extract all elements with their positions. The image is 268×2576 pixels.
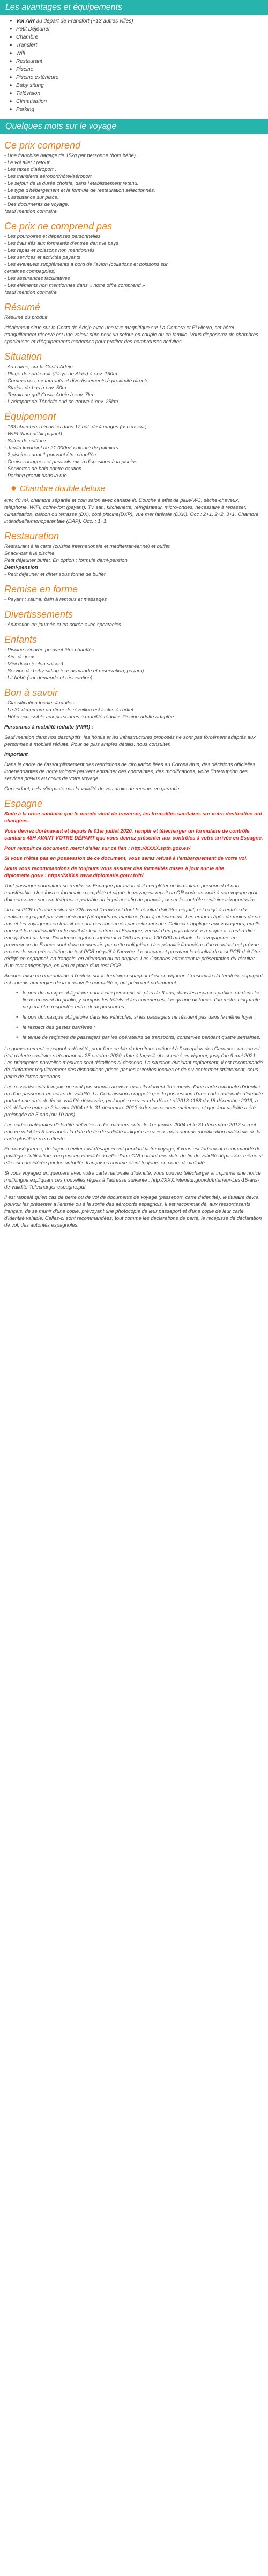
prix-comprend-title: Ce prix comprend (4, 140, 81, 151)
equipement-title: Équipement (4, 411, 56, 422)
espagne-bullet: • le respect des gestes barrières ; (16, 1024, 264, 1031)
prix-ne-comprend-line: - Les frais liés aux formalités d'entrée dans le pays (4, 241, 119, 247)
espagne-p5: Nous vous recommandons de toujours vous assurer des formalités mises à jour sur le site diplomatie.gouv : https://XXXX.www.diplomatie.gouv.fr/fr/ (4, 866, 225, 879)
bullet-icon: ● (11, 482, 17, 493)
chambre-title-text: Chambre double deluxe (19, 484, 106, 493)
espagne-p2: Vous devrez dorénavant et depuis le 01er juillet 2020, remplir et télécharger un formulaire de contrôle sanitaire 48H AVANT VOTRE DÉPART que vous devrez présenter aux contrôles à votre arrivée en Espagne. (4, 828, 263, 841)
bon-savoir-title: Bon à savoir (4, 687, 58, 698)
restauration-line: Snack-bar à la piscine. (4, 551, 56, 556)
prix-comprend-line: - Le vol aller / retour . (4, 160, 53, 166)
espagne-p14: Il est rappelé qu'en cas de perte ou de vol de documents de voyage (passeport, carte d'identité), le titulaire devra pouvoir les présenter à l'entrée ou à la sortie des aéroports espagnols. Il est recommandé, aux ressortissants français, de se munir d'une copie, prévoyant une photocopie de leur passeport et d'une copie de leur carte d'identité valable. Celles-ci sont recommandées, tout comme les déclarations de perte, le récépissé de déclaration de vol, des autorités espagnoles. (4, 1194, 262, 1228)
important-text: Dans le cadre de l'assouplissement des restrictions de circulation liées au Coronavirus, des décisions officielles indépendantes de notre volonté peuvent entraîner des contraintes, des modifications, voire l'interruption des services prévus au cours de votre voyage. (4, 762, 256, 782)
enfants-line: - Service de baby-sitting (sur demande et réservation, payant) (4, 668, 144, 674)
prix-ne-comprend-line: - Les repas et boissons non mentionnés (4, 248, 95, 254)
espagne-p10: Les ressortissants français ne sont pas soumis au visa, mais ils doivent être munis d'une carte nationale d'identité ou d'un passeport en cours de validité. La Commission a rappelé que la possession d'une carte nationale d'identité portant une date de fin de validité dépassée, prolongée en vertu du décret n°2013-1188 du 18 décembre 2013, a été délivrée entre le 2 janvier 2004 et le 31 décembre 2013 à des personnes majeures, et que leur validité a été prolongée de 5 ans (ou 10 ans). (4, 1084, 263, 1118)
situation-line: - Terrain de golf Costa Adeje à env. 7km (4, 392, 95, 398)
situation-line: - Au calme, sur la Costa Adeje (4, 364, 73, 370)
espagne-title: Espagne (4, 798, 43, 809)
advantages-list (0, 17, 268, 114)
situation-line: - Commerces, restaurants et divertissements à proximité directe (4, 378, 149, 384)
espagne-bullet: • le port du masque obligatoire dans les véhicules, si les passagers ne résident pas dans le même foyer ; (16, 1014, 264, 1021)
espagne-p1: Suite à la crise sanitaire que le monde vient de traverser, les formalités sanitaires sur votre destination ont changées. (4, 811, 262, 824)
equipement-line: - 2 piscines dont 1 pouvant être chauffée (4, 452, 96, 458)
espagne-bullet: • la tenue de registres de passagers par les opérateurs de transports, conservés pendant quatre semaines. (16, 1034, 264, 1041)
prix-ne-comprend-line: - Les pourboires et dépenses personnelles (4, 234, 101, 240)
enfants-line: - Piscine séparée pouvant être chauffée (4, 647, 94, 653)
restauration-line: Demi-pension (4, 565, 38, 570)
espagne-p9: Le gouvernement espagnol a décrété, pour l'ensemble du territoire national à l'exception des Canaries, un nouvel état d'alerte sanitaire s'étendant du 25 octobre 2020, date à laquelle il est entré en vigueur, jusqu'au 9 mai 2021. Les principales nouvelles mesures sont détaillées ci-dessous. La situation évoluant rapidement, il est recommandé de s'informer régulièrement des dispositions prises par les autorités locales et de s'y conformer strictement, sous peine de fortes amendes. (4, 1046, 263, 1080)
espagne-p11: Les cartes nationales d'identité délivrées à des mineurs entre le 1er janvier 2004 et le 31 décembre 2013 seront encore valables 5 ans après la date de fin de validité indiquée au verso, mais aucune modification matérielle de la carte plastifiée n'en atteste. (4, 1122, 261, 1142)
equipement-line: - Jardin luxuriant de 21 000m² entouré de palmiers (4, 445, 118, 451)
prix-comprend-line: - L'assistance sur place. (4, 195, 59, 201)
resume-title: Résumé (4, 302, 41, 313)
equipement-line: - WIFI (haut débit payant) (4, 431, 62, 437)
situation-line: - Station de bus à env. 50m (4, 385, 66, 391)
pmr-title: Personnes à mobilité réduite (PMR) : (4, 724, 93, 730)
enfants-list (4, 647, 264, 681)
advantage-item: • Piscine extérieure (10, 73, 268, 81)
restauration-title: Restauration (4, 531, 59, 541)
prix-comprend-line: - Le séjour de la durée choisie, dans l'établissement retenu. (4, 181, 139, 187)
enfants-title: Enfants (4, 634, 38, 645)
espagne-bullets (4, 990, 264, 1041)
prix-ne-comprend-line: - Les éventuels suppléments à bord de l'avion (collations et boissons sur (4, 262, 168, 268)
divertissements-title: Divertissements (4, 609, 73, 620)
prix-ne-comprend-line: *sauf mention contraire (4, 289, 57, 295)
advantage-item: • Wifi (10, 49, 268, 57)
advantages-header: Les avantages et équipements (0, 0, 268, 15)
situation-list (4, 363, 264, 405)
prix-ne-comprend-list (4, 233, 264, 296)
prix-ne-comprend-line: - Les assurances facultatives (4, 276, 70, 281)
equipement-line: - Serviettes de bain contre caution (4, 466, 82, 472)
situation-title: Situation (4, 351, 42, 362)
chambre-text: env. 40 m², chambre séparée et coin salon avec canapé lit. Douche à effet de pluie/WC, sèche-cheveux, téléphone, WIFI, coffre-fort (payant), TV sat., kitchenette, réfrigérateur, micro-ondes, nécessaire à repasser, climatisation, balcon ou terrasse (DX), côté piscine(DXP), vue mer latérale (DXK). Occ : 2+1, 2+2, 3+1. Chambre individuelle/monoparentale (DAP). Occ. : 1+1. (4, 498, 259, 524)
equipement-line: - Chaises longues et parasols mis à disposition à la piscine (4, 459, 138, 465)
situation-line: - L'aéroport de Ténérife sud se trouve à env. 25km (4, 399, 118, 405)
advantage-item: • Petit Déjeuner (10, 25, 268, 33)
restauration-line: Restaurant à la carte (cuisine internationale et méditerranéenne) et buffet. (4, 544, 172, 550)
important-title: Important (4, 752, 28, 758)
important-text-2: Cependant, cela n'impacte pas la validité de vos droits de recours en garantie. (4, 786, 181, 792)
equipement-line: - Salon de coiffure (4, 438, 46, 444)
divertissements-list (4, 621, 264, 628)
restauration-list (4, 543, 264, 578)
pmr-text: Sauf mention dans nos descriptifs, les hôtels et les infrastructures proposés ne sont pas forcément adaptés aux personnes à mobilité réduite. Pour de plus amples détails, nous consulter. (4, 734, 256, 747)
restauration-line: - Petit déjeuner et dîner sous forme de buffet (4, 571, 106, 577)
advantage-item: • Chambre (10, 33, 268, 41)
remise-title: Remise en forme (4, 584, 78, 595)
prix-ne-comprend-line: - Les services et activités payants (4, 255, 81, 261)
prix-ne-comprend-title: Ce prix ne comprend pas (4, 221, 113, 232)
espagne-bullet: • le port du masque obligatoire pour toute personne de plus de 6 ans, dans les espaces publics ou dans les lieux recevant du public, y compris les hôtels et les commerces, lorsqu'une distance d'un mètre cinquante ne peut être respectée entre deux personnes ; (16, 990, 264, 1011)
advantage-item: • Restaurant (10, 57, 268, 65)
advantage-item: • Climatisation (10, 98, 268, 106)
chambre-title (11, 482, 264, 494)
divertissements-line: - Animation en journée et en soirée avec spectacles (4, 622, 121, 628)
advantage-item: • Parking (10, 106, 268, 114)
prix-comprend-line: - Les transferts aéroport/hôtel/aéroport. (4, 174, 93, 180)
voyage-header: Quelques mots sur le voyage (0, 119, 268, 134)
espagne-p8: Aucune mise en quarantaine à l'entrée sur le territoire espagnol n'est en vigueur. L'ensemble du territoire espagnol est soumis aux règles de la « nouvelle normalité », qui prévoient notamment : (4, 973, 263, 986)
content (0, 139, 268, 1229)
espagne-p12: En conséquence, de façon à éviter tout désagrément pendant votre voyage, il vous est fortement recommandé de privilégier l'utilisation d'un passeport valide à celle d'une CNI portant une date de fin de validité dépassée, même si elle est considérée par les autorités françaises comme étant toujours en cours de validité. (4, 1146, 263, 1166)
enfants-line: - Mini disco (selon saison) (4, 661, 63, 667)
bon-savoir-line: - Hôtel accessible aux personnes à mobilité réduite. Piscine adulte adaptée (4, 714, 174, 720)
enfants-line: - Aire de jeux (4, 654, 34, 660)
espagne-p4: Si vous n'êtes pas en possession de ce document, vous serez refusé à l'embarquement de votre vol. (4, 856, 248, 862)
bon-savoir-line: - Classification locale: 4 étoiles (4, 700, 74, 706)
enfants-line: - Lit bébé (sur demande et réservation) (4, 675, 93, 681)
prix-comprend-line: - Une franchise bagage de 15kg par personne (hors bébé) . (4, 153, 139, 159)
advantage-item: • Vol A/R au départ de Francfort (+13 autres villes) (10, 17, 268, 25)
situation-line: - Plage de sable noir (Playa de Alaja) à env. 150m (4, 371, 117, 377)
bon-savoir-list (4, 700, 264, 721)
prix-comprend-line: *sauf mention contraire (4, 209, 57, 214)
espagne-p13: Si vous voyagez uniquement avec votre carte nationale d'identité, vous pouvez télécharger et imprimer une notice multilingue expliquant ces nouvelles règles à l'adresse suivante : http://XXX.interieur.gouv.fr/Interieur-Les-15-ans-de-validite-Telecharger-espagne.pdf. (4, 1170, 261, 1190)
equipement-line: - 163 chambres réparties dans 17 bât. de 4 étages (ascenseur) (4, 424, 147, 430)
equipement-line: - Parking gratuit dans la rue (4, 473, 67, 479)
prix-ne-comprend-line: certaines compagnies) (4, 269, 56, 274)
prix-comprend-line: - Des documents de voyage. (4, 202, 69, 207)
espagne-p6: Tout passager souhaitant se rendre en Espagne par avion doit compléter un formulaire personnel et non transférable. Une fois ce formulaire complété et signé, le voyageur reçoit un QR code associé à son voyage qu'il doit conserver sur son téléphone portable ou imprimer afin de pouvoir passer le contrôle sanitaire aéroportuaire. (4, 883, 257, 903)
espagne-p7: Un test PCR effectué moins de 72h avant l'arrivée et dont le résultat doit être négatif, est exigé à l'entrée du territoire espagnol par voie aérienne (aéroports ou maritime (ports) uniquement. Les enfants âgés de moins de six ans et les voyageurs en transit ne sont pas concernés par cette mesure. Celle-ci s'applique aux voyageurs, quelle que soit leur nationalité et le motif de leur entrée en Espagne, venant d'un pays classé « à risque », c'est-à-dire enregistrant un taux d'incidence égal ou supérieur à 150 cas pour 100 000 habitants. Les voyageurs en provenance de France sont donc concernés par cette obligation. Une pénalité financière d'un montant est prévue en cas de non présentation du test PCR négatif à l'arrivée. Le document prouvant le résultat du test PCR doit être rédigé en espagnol, en français, en allemand ou en anglais. Les Canaries admettent la présentation du résultat d'un test antigénique, en lieu et place d'un test PCR. (4, 907, 261, 969)
bon-savoir-line: - Le 31 décembre un dîner de réveillon est inclus à l'hôtel (4, 707, 133, 713)
resume-subtitle: Résumé du produit (4, 315, 48, 321)
equipement-list (4, 424, 264, 479)
resume-paragraph: Idéalement situé sur la Costa de Adeje avec une vue magnifique sur La Gomera et El Hierro, cet hôtel tranquillement réservé est une valeur sûre pour un séjour en couple ou en famille. Vous disposerez de chambres spacieuses et d'équipements modernes pour profiter des nombreuses activités. (4, 325, 258, 345)
remise-line: - Payant : sauna, bain à remous et massages (4, 597, 107, 603)
advantage-item: • Télévision (10, 90, 268, 98)
prix-comprend-line: - Le type d'hébergement et la formule de restauration sélectionnés. (4, 188, 155, 194)
advantage-item: • Baby sitting (10, 81, 268, 90)
advantage-item: • Transfert (10, 41, 268, 49)
espagne-p3: Pour remplir ce document, merci d'aller sur ce lien : http://XXXX.spth.gob.es/ (4, 845, 190, 851)
prix-ne-comprend-line: - Les éléments non mentionnés dans « notre offre comprend » (4, 283, 145, 288)
prix-comprend-list (4, 152, 264, 215)
restauration-line: Petit déjeuner buffet. En option : formule demi-pension (4, 558, 128, 563)
remise-list (4, 596, 264, 603)
advantage-item: • Piscine (10, 65, 268, 73)
prix-comprend-line: - Les taxes d'aéroport . (4, 167, 56, 173)
